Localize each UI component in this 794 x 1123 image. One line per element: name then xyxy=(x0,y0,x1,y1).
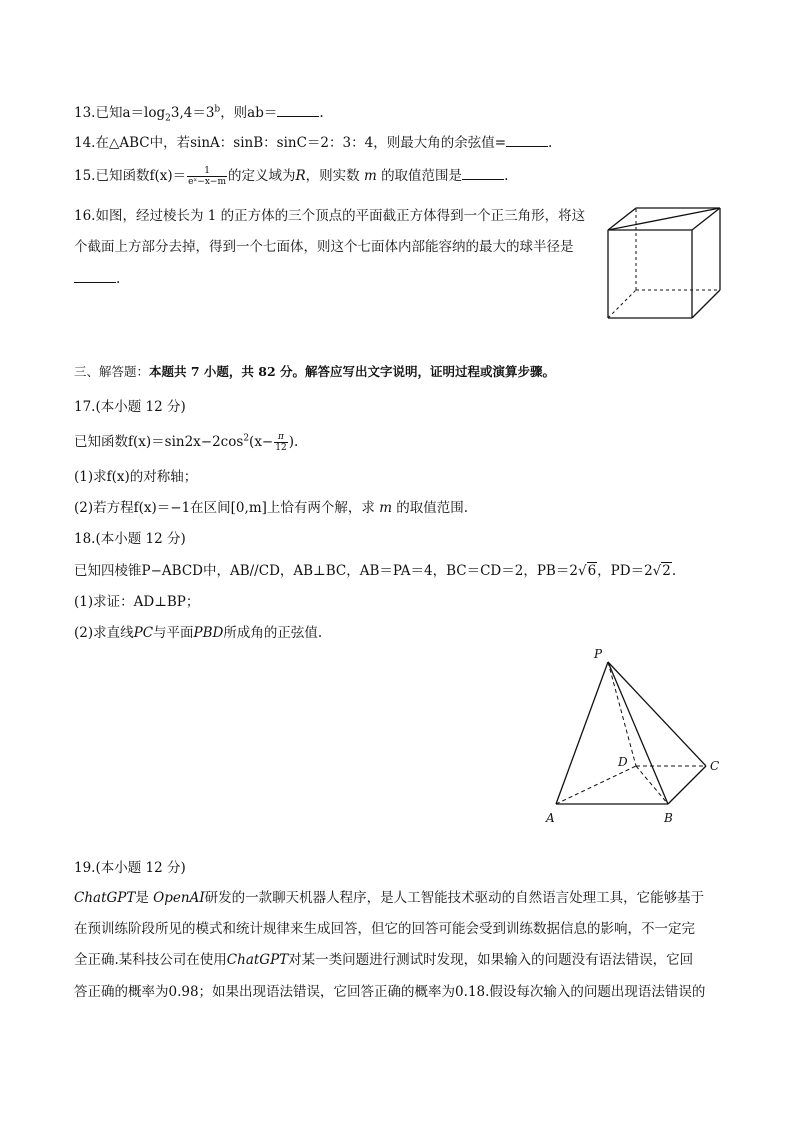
question-19-heading: 19.(本小题 12 分) xyxy=(74,860,186,876)
question-18-given: 已知四棱锥P−ABCD中，AB//CD，AB⊥BC，AB＝PA＝4，BC＝CD＝2，PB＝2√6，PD＝2√2. xyxy=(74,563,677,579)
label-B: B xyxy=(664,811,673,825)
question-19-line-1: ChatGPT是 OpenAI研发的一款聊天机器人程序，是人工智能技术驱动的自然语言处理工具，它能够基于 xyxy=(74,890,705,906)
question-14: 14.在△ABC中，若sinA：sinB：sinC＝2：3：4，则最大角的余弦值= . xyxy=(74,135,553,151)
cube-figure xyxy=(604,204,724,322)
answer-blank[interactable] xyxy=(277,104,319,117)
question-16-line-1: 16.如图，经过棱长为 1 的正方体的三个顶点的平面截正方体得到一个正三角形，将这 xyxy=(74,208,586,224)
question-13: 13.已知$a=\log_23,4=3^b$，则ab＝ . xyxy=(74,104,324,124)
question-17-function: 已知函数$f(x)=\sin 2x-2\cos^2(x-$ $\frac{\pi}{12}$ ). xyxy=(74,432,299,453)
edge-PB xyxy=(608,662,668,804)
label-D: D xyxy=(618,755,628,769)
edge-DB xyxy=(636,766,668,804)
sqrt-sign: √ xyxy=(577,563,587,579)
cut-edge xyxy=(608,208,720,230)
edge-PC xyxy=(608,662,706,766)
fraction: $\frac{\pi}{12}$ xyxy=(275,432,287,453)
hidden-edge xyxy=(608,290,636,318)
edge-BC xyxy=(668,766,706,804)
answer-blank[interactable] xyxy=(506,134,548,147)
question-18-part-1: (1)求证：AD⊥BP； xyxy=(74,594,200,610)
answer-blank[interactable] xyxy=(462,167,504,180)
question-17-part-2: (2)若方程f(x)＝−1在区间[0,m]上恰有两个解，求 m 的取值范围. xyxy=(74,500,469,516)
label-A: A xyxy=(546,811,555,825)
question-18-heading: 18.(本小题 12 分) xyxy=(74,531,186,547)
question-19-line-4: 答正确的概率为0.98；如果出现语法错误，它回答正确的概率为0.18.假设每次输入的问题出现语法错误的 xyxy=(74,984,706,1000)
pyramid-figure xyxy=(540,644,730,829)
question-18-part-2: (2)求直线PC与平面PBD所成角的正弦值. xyxy=(74,625,323,641)
question-19-line-2: 在预训练阶段所见的模式和统计规律来生成回答，但它的回答可能会受到训练数据信息的影响，不一定完 xyxy=(74,921,695,937)
question-17-part-1: (1)求f(x)的对称轴； xyxy=(74,469,198,485)
fraction: $\frac{1}{\text{eˣ−x−m}}$ xyxy=(188,166,226,187)
label-C: C xyxy=(710,759,720,773)
label-P: P xyxy=(594,647,603,661)
cube-edge xyxy=(692,290,720,318)
question-16-line-2: 个截面上方部分去掉，得到一个七面体，则这个七面体内部能容纳的最大的球半径是 xyxy=(74,239,574,255)
question-17-heading: 17.(本小题 12 分) xyxy=(74,399,186,415)
answer-blank[interactable] xyxy=(74,270,116,283)
question-19-line-3: 全正确.某科技公司在使用ChatGPT对某一类问题进行测试时发现，如果输入的问题没有语法错误，它回 xyxy=(74,952,694,968)
sqrt-sign: √ xyxy=(652,563,662,579)
question-15: 15.已知函数f(x)＝ $\frac{1}{\text{eˣ−x−m}}$ 的定义域为R，则实数 m 的取值范围是 . xyxy=(74,166,509,187)
question-16-line-3: . xyxy=(74,269,120,289)
section-3-heading: 三、解答题：本题共 7 小题，共 82 分。解答应写出文字说明，证明过程或演算步骤。 xyxy=(74,364,556,379)
